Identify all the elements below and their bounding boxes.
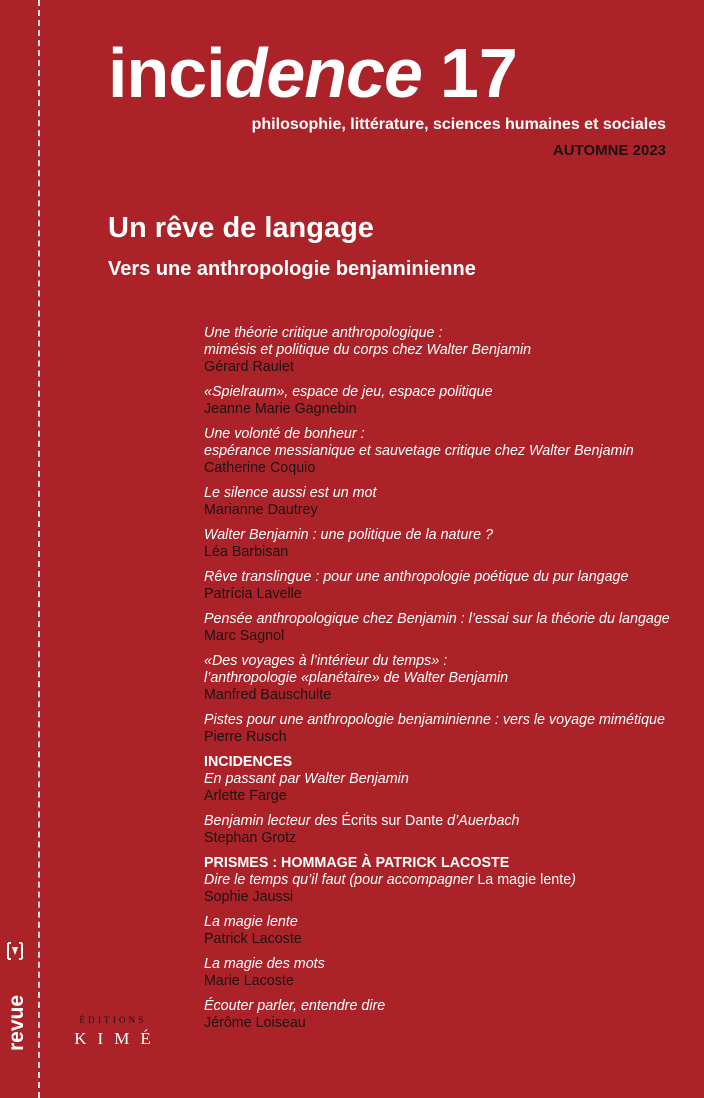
- toc-author: Léa Barbisan: [204, 544, 289, 560]
- toc-entry: [204, 426, 684, 477]
- toc-author: Catherine Coquio: [204, 460, 316, 476]
- dashed-line: [38, 0, 40, 1098]
- toc-author: Arlette Farge: [204, 788, 287, 804]
- toc-title: «Spielraum», espace de jeu, espace politique: [204, 384, 493, 400]
- toc-title-part: d’Auerbach: [443, 813, 520, 829]
- toc-title-part: Dire le temps qu’il faut (pour accompagner: [204, 872, 478, 888]
- toc-entry: [204, 527, 684, 561]
- toc-title-part: ): [571, 872, 576, 888]
- toc-entry: [204, 569, 684, 603]
- toc-title: La magie des mots: [204, 956, 325, 972]
- toc-author: Marie Lacoste: [204, 973, 294, 989]
- issue-season: AUTOMNE 2023: [552, 142, 666, 159]
- toc-entry: [204, 325, 684, 376]
- toc-title: Écouter parler, entendre dire: [204, 998, 386, 1014]
- toc-author: Manfred Bauschulte: [204, 687, 332, 703]
- journal-logo: [108, 34, 518, 112]
- toc-author: Marianne Dautrey: [204, 502, 318, 518]
- toc-entry: [204, 653, 684, 704]
- toc-title: Une volonté de bonheur :: [204, 426, 365, 442]
- toc-title: l’anthropologie «planétaire» de Walter Benjamin: [204, 670, 509, 686]
- toc-author: Stephan Grotz: [204, 830, 297, 846]
- toc-author: Patrícia Lavelle: [204, 586, 302, 602]
- spine-label: [4, 940, 28, 1050]
- toc-entry: [204, 872, 684, 906]
- issue-title: Un rêve de langage: [108, 212, 374, 244]
- toc-title: Le silence aussi est un mot: [204, 485, 377, 501]
- toc-title: Pensée anthropologique chez Benjamin : l’essai sur la théorie du langage: [204, 611, 670, 627]
- toc-title: «Des voyages à l’intérieur du temps» :: [204, 653, 448, 669]
- toc-entry: [204, 956, 684, 990]
- toc-author: Jeanne Marie Gagnebin: [204, 401, 357, 417]
- toc-title: Rêve translingue : pour une anthropologie poétique du pur langage: [204, 569, 629, 585]
- toc-title: [204, 872, 684, 889]
- toc-entry: [204, 485, 684, 519]
- toc-title: En passant par Walter Benjamin: [204, 771, 409, 787]
- toc-title-part: Benjamin lecteur des: [204, 813, 342, 829]
- toc-author: Sophie Jaussi: [204, 889, 294, 905]
- toc-title-upright: La magie lente: [477, 872, 572, 888]
- toc-author: Gérard Raulet: [204, 359, 294, 375]
- toc-title: espérance messianique et sauvetage critique chez Walter Benjamin: [204, 443, 634, 459]
- prismes-section: [204, 855, 684, 906]
- incidences-heading: INCIDENCES: [204, 754, 293, 770]
- toc-entry: [204, 384, 684, 418]
- toc-title: Pistes pour une anthropologie benjaminienne : vers le voyage mimétique: [204, 712, 665, 728]
- publisher-top: ÉDITIONS: [79, 1015, 147, 1025]
- table-of-contents: [204, 325, 684, 1040]
- publisher-logo: [62, 1015, 164, 1049]
- journal-subtitle: philosophie, littérature, sciences humaines et sociales: [251, 116, 666, 133]
- toc-entry: [204, 771, 684, 805]
- toc-title: Walter Benjamin : une politique de la nature ?: [204, 527, 494, 543]
- revue-text: revue: [5, 994, 28, 1051]
- toc-author: Patrick Lacoste: [204, 931, 302, 947]
- toc-title-upright: Écrits sur Dante: [341, 813, 444, 829]
- toc-entry: [204, 914, 684, 948]
- toc-title: mimésis et politique du corps chez Walter Benjamin: [204, 342, 532, 358]
- toc-entry: [204, 611, 684, 645]
- issue-subtitle: Vers une anthropologie benjaminienne: [108, 258, 476, 280]
- prismes-heading: PRISMES : HOMMAGE À PATRICK LACOSTE: [204, 855, 510, 871]
- toc-entry: [204, 813, 684, 847]
- toc-title: Une théorie critique anthropologique :: [204, 325, 443, 341]
- incidences-section: [204, 754, 684, 805]
- toc-author: Jérôme Loiseau: [204, 1015, 306, 1031]
- logo-prefix: inci: [108, 34, 225, 112]
- publisher-name: KIMÉ: [74, 1029, 162, 1048]
- issue-number: 17: [439, 34, 518, 112]
- toc-author: Pierre Rusch: [204, 729, 287, 745]
- toc-title: La magie lente: [204, 914, 298, 930]
- toc-author: Marc Sagnol: [204, 628, 285, 644]
- logo-italic: dence: [224, 34, 422, 112]
- toc-entry: [204, 998, 684, 1032]
- toc-entry: [204, 712, 684, 746]
- toc-title: [204, 813, 684, 830]
